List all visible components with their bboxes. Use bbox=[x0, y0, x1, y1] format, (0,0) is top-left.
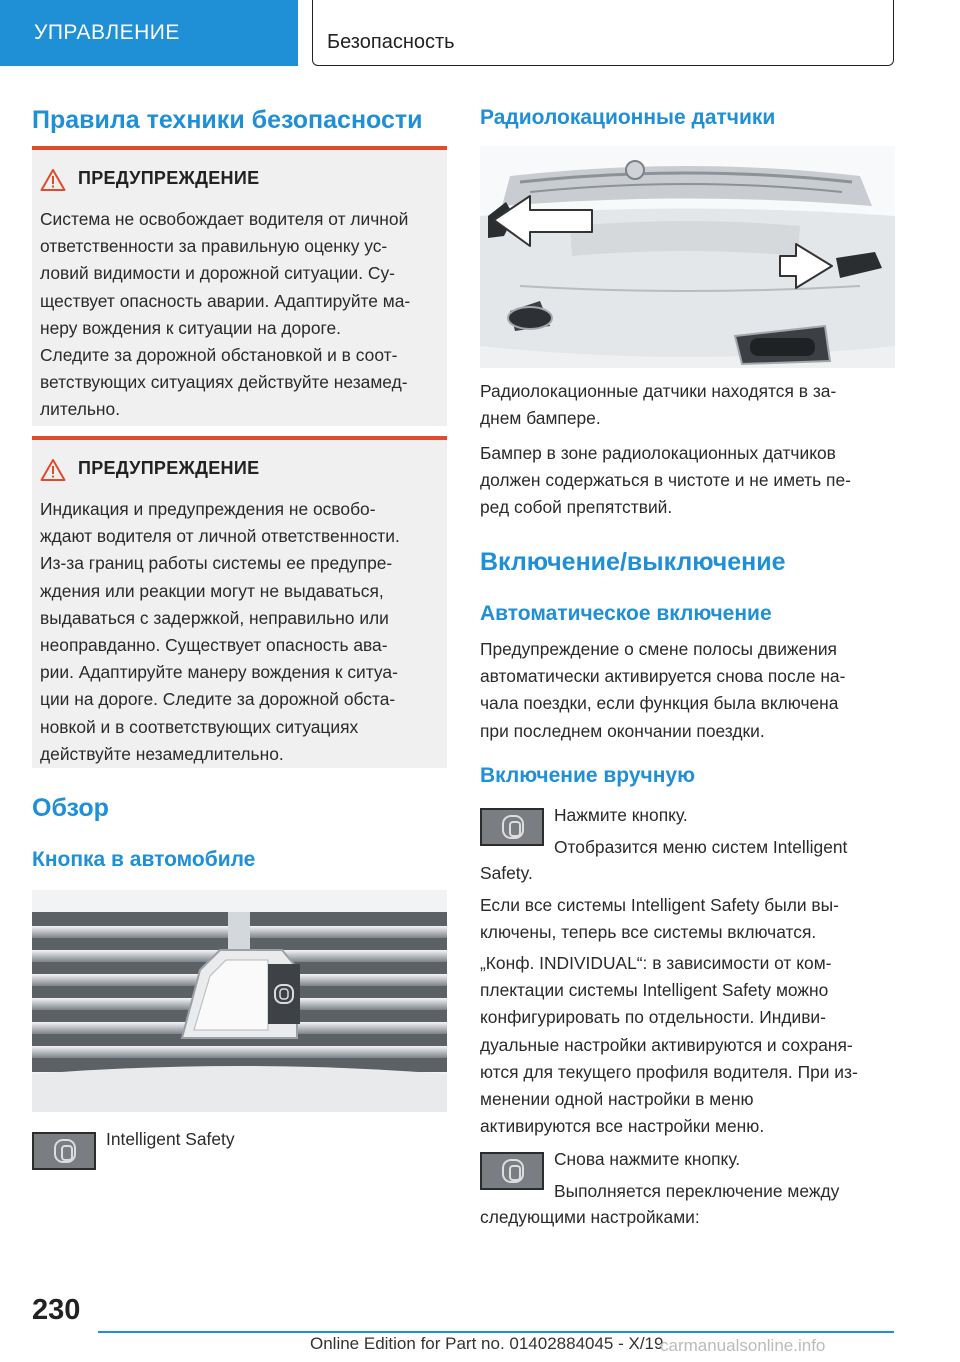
intelligent-safety-button-icon bbox=[32, 1132, 96, 1170]
individual-config-text: „Конф. INDIVIDUAL“: в зависимости от ком- плектации системы Intelligent Safety можно конфигурировать по отдельности. Индиви- дуальные настройки активируются и сохраня- ются для текущего профиля водителя. При из- менении одной настройки в меню активируются все настройки меню. bbox=[480, 953, 858, 1137]
menu-shown-text: Отобразится меню систем Intelligent bbox=[554, 837, 848, 857]
switching-text-cont: следующими настройками: bbox=[480, 1207, 700, 1227]
warning-triangle-icon bbox=[40, 458, 66, 482]
radar-clean-text: Бампер в зоне радиолокационных датчиков должен содержаться в чистоте и не иметь пе- ред собой препятствий. bbox=[480, 443, 851, 518]
section-tab: УПРАВЛЕНИЕ bbox=[0, 0, 298, 66]
button-in-car-title: Кнопка в автомобиле bbox=[32, 848, 256, 871]
warning-title: ПРЕДУПРЕЖДЕНИЕ bbox=[78, 458, 260, 478]
warning-box-2 bbox=[32, 436, 447, 768]
manual-activation-title: Включение вручную bbox=[480, 764, 696, 787]
warning-text: Индикация и предупреждения не освобо- ждают водителя от личной ответственности. Из-за границ работы системы ее предупре- ждения или реакции могут не выдаваться, выдаваться с задержкой, неправильно или неоправданно. Существует опасность ава- рии. Адаптируйте манеру вождения к ситуа- ции на дороге. Следите за дорожной обста- новкой и в соответствующих ситуациях действуйте незамедлительно. bbox=[40, 499, 400, 764]
all-systems-text: Если все системы Intelligent Safety были вы- ключены, теперь все системы включатся. bbox=[480, 895, 839, 943]
page-number: 230 bbox=[32, 1294, 81, 1326]
overview-title: Обзор bbox=[32, 794, 109, 822]
chapter-box bbox=[312, 0, 894, 66]
radar-location-text: Радиолокационные датчики находятся в за- днем бампере. bbox=[480, 381, 837, 429]
chapter-title: Безопасность bbox=[327, 31, 455, 53]
press-again-step: Снова нажмите кнопку. bbox=[554, 1149, 741, 1169]
button-caption: Intelligent Safety bbox=[106, 1129, 235, 1149]
warning-triangle-icon bbox=[40, 168, 66, 192]
on-off-title: Включение/выключение bbox=[480, 548, 786, 576]
intelligent-safety-button-icon bbox=[480, 808, 544, 846]
press-button-step: Нажмите кнопку. bbox=[554, 805, 688, 825]
warning-text: Система не освобождает водителя от личной ответственности за правильную оценку ус- ловий видимости и дорожной ситуации. Су- ществует опасность аварии. Адаптируйте ма- неру вождения к ситуации на дороге. Следите за дорожной обстановкой и в соот- ветствующих ситуациях действуйте незамед- лительно. bbox=[40, 209, 411, 420]
radar-sensors-title: Радиолокационные датчики bbox=[480, 106, 776, 129]
warning-title: ПРЕДУПРЕЖДЕНИЕ bbox=[78, 168, 260, 188]
auto-activation-text: Предупреждение о смене полосы движения автоматически активируется снова после на- чала поездки, если функция была включена при последнем окончании поездки. bbox=[480, 639, 846, 741]
switching-text: Выполняется переключение между bbox=[554, 1181, 840, 1201]
safety-rules-title: Правила техники безопасности bbox=[32, 106, 423, 134]
warning-box-1 bbox=[32, 146, 447, 426]
watermark-text: carmanualsonline.info bbox=[660, 1336, 826, 1355]
rear-bumper-image bbox=[480, 146, 895, 368]
auto-activation-title: Автоматическое включение bbox=[480, 602, 772, 625]
grille-button-image bbox=[32, 890, 447, 1112]
edition-text: Online Edition for Part no. 01402884045 - X/19 bbox=[310, 1334, 664, 1353]
menu-shown-text-cont: Safety. bbox=[480, 863, 533, 883]
intelligent-safety-button-icon bbox=[480, 1152, 544, 1190]
footer-divider bbox=[98, 1331, 894, 1333]
